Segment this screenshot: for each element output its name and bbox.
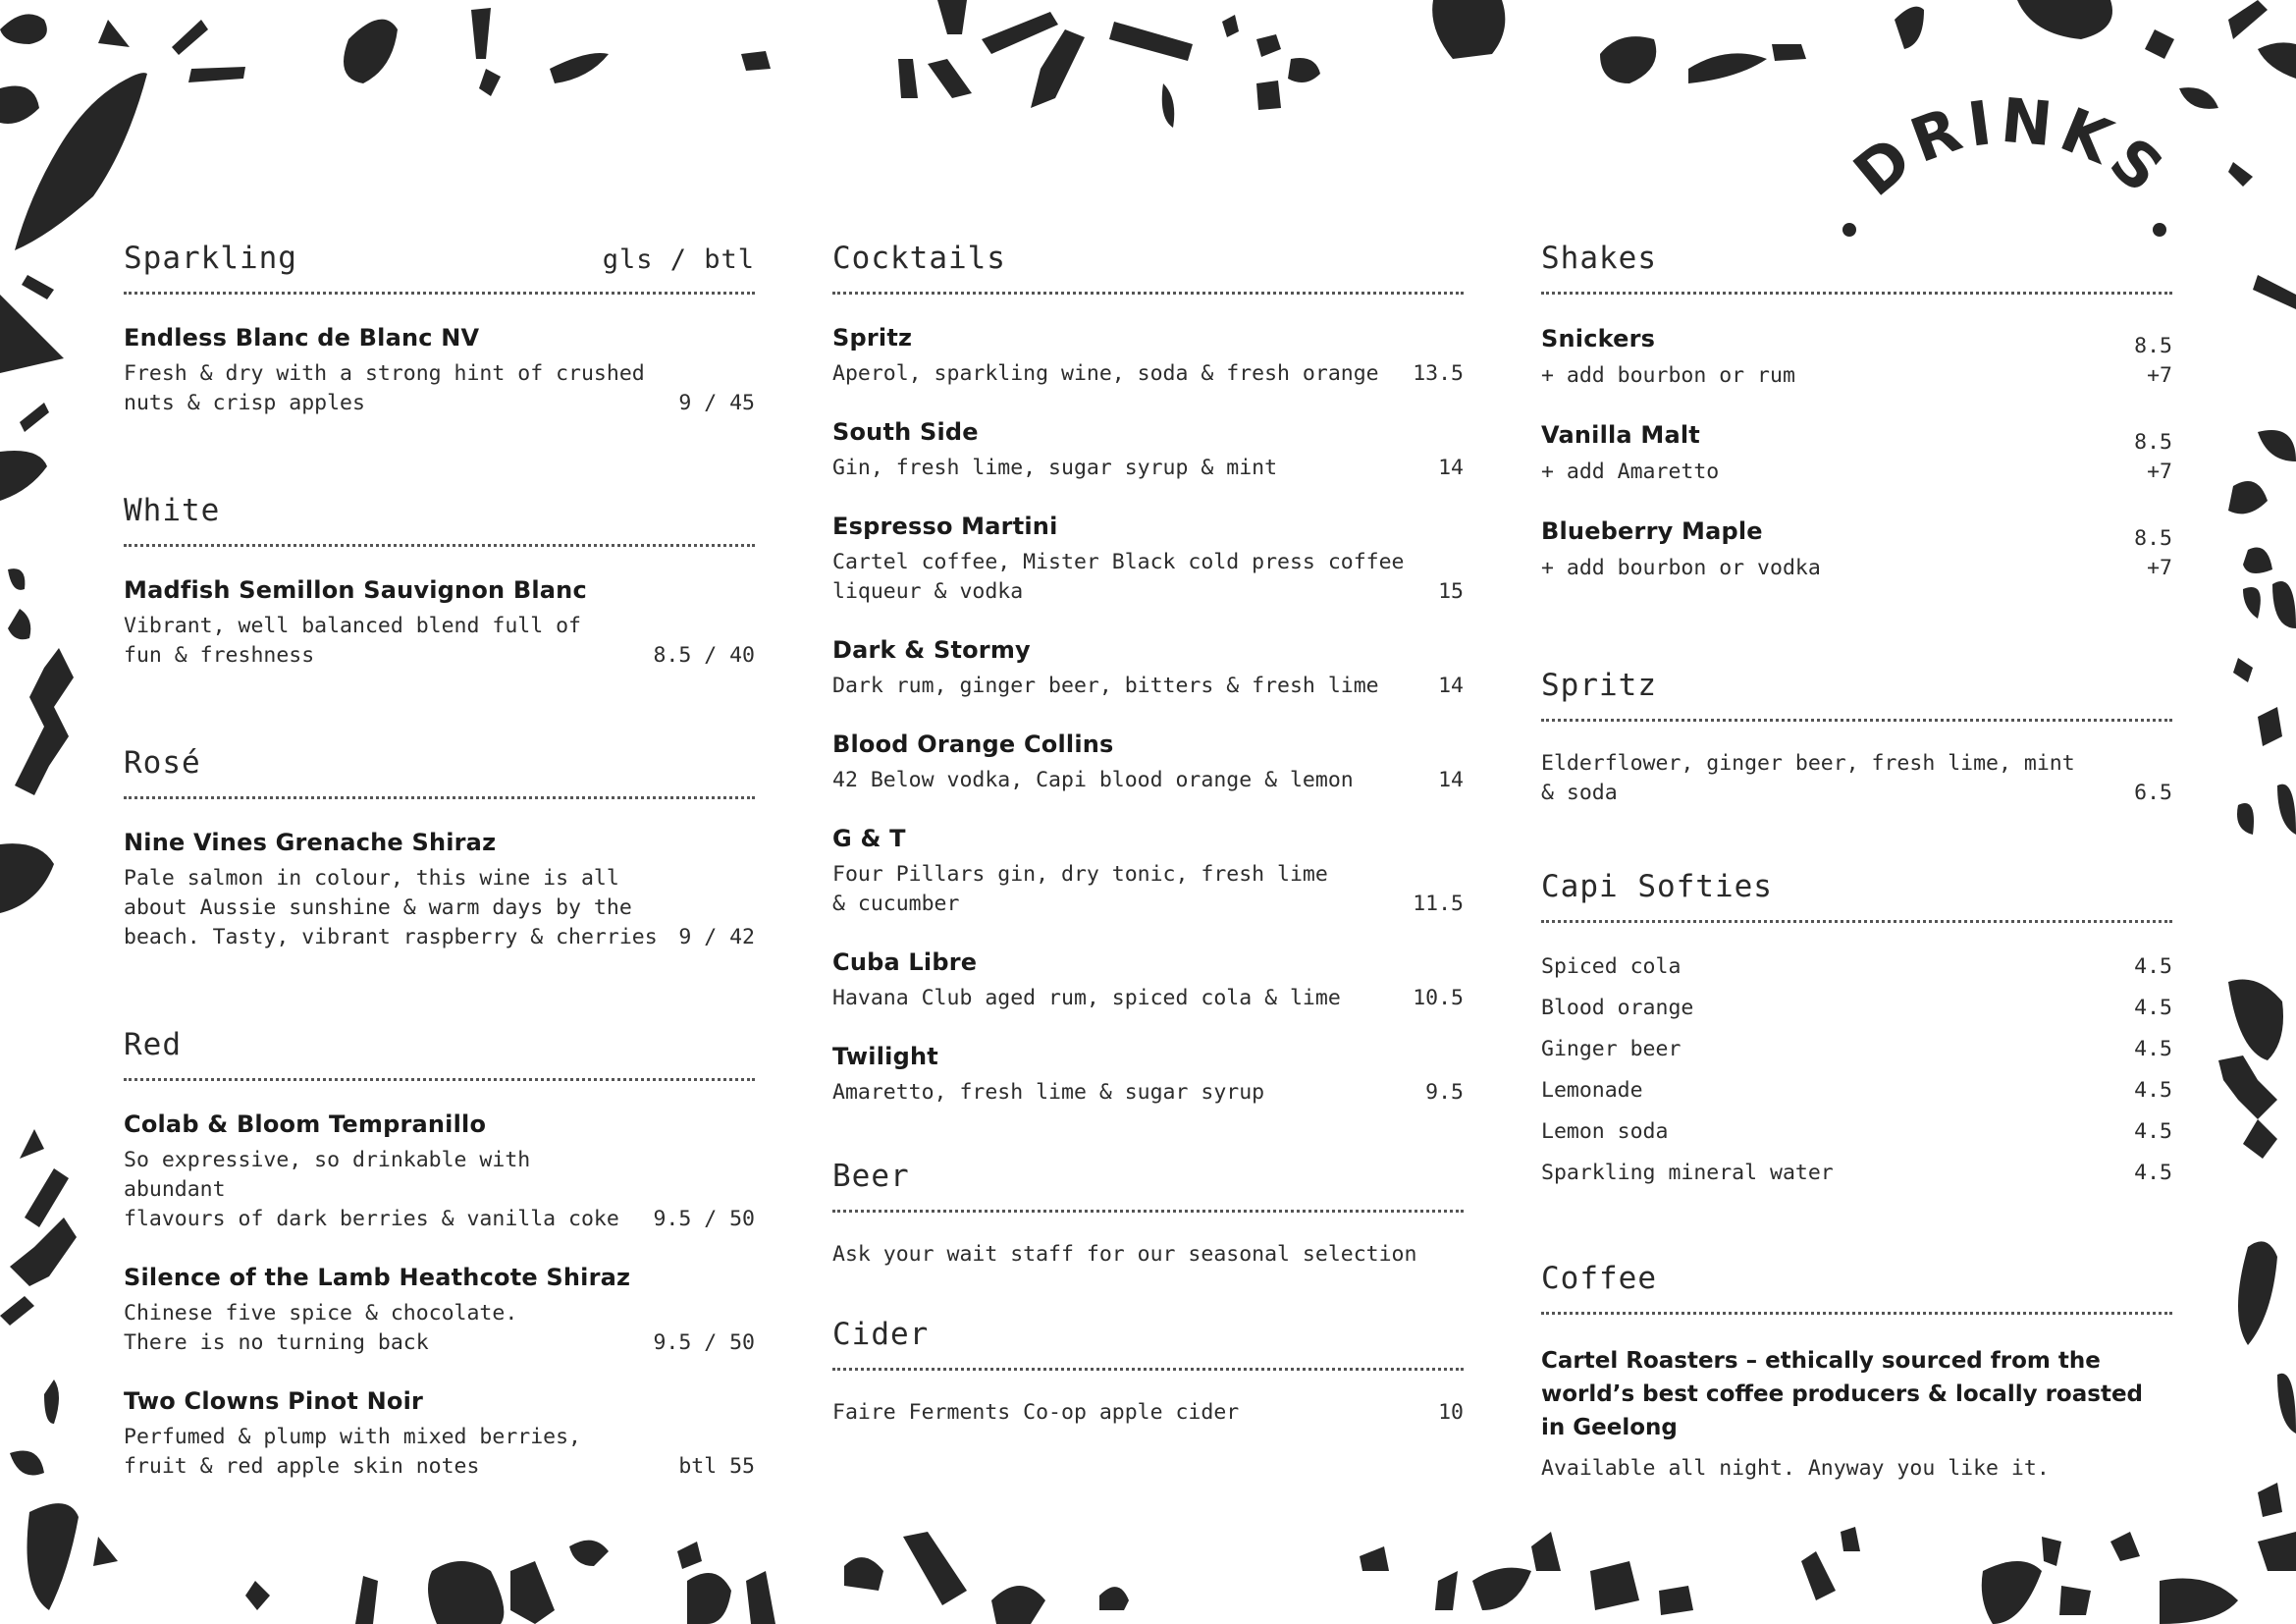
item-description: Perfumed & plump with mixed berries, fruit & red apple skin notes bbox=[124, 1425, 581, 1479]
item-addon: + add Amaretto bbox=[1541, 460, 1720, 484]
item-price: 9 / 42 bbox=[678, 925, 755, 949]
item-price: 9.5 / 50 bbox=[653, 1330, 755, 1355]
menu-item bbox=[832, 418, 1464, 483]
section-sparkling bbox=[124, 241, 755, 418]
menu-item bbox=[124, 1264, 755, 1358]
menu-item bbox=[1541, 324, 2172, 391]
section-title: Sparkling bbox=[124, 241, 297, 276]
section-title: Coffee bbox=[1541, 1261, 1657, 1296]
item-name: Madfish Semillon Sauvignon Blanc bbox=[124, 576, 587, 604]
item-name: Blood Orange Collins bbox=[832, 731, 1114, 758]
list-item bbox=[1541, 952, 2172, 982]
section-title: Cocktails bbox=[832, 241, 1006, 276]
item-name: Sparkling mineral water bbox=[1541, 1161, 1834, 1185]
menu-item bbox=[832, 636, 1464, 701]
addon-price: +7 bbox=[2147, 556, 2172, 580]
item-price: 4.5 bbox=[2134, 1161, 2172, 1185]
section-red bbox=[124, 1027, 755, 1482]
item-name: Two Clowns Pinot Noir bbox=[124, 1387, 424, 1415]
section-white bbox=[124, 493, 755, 671]
item-price: 8.5 / 40 bbox=[653, 643, 755, 668]
section-title: Beer bbox=[832, 1159, 910, 1194]
item-price: 4.5 bbox=[2134, 1078, 2172, 1103]
item-price: 4.5 bbox=[2134, 1037, 2172, 1061]
price-unit-label: gls / btl bbox=[602, 244, 755, 275]
item-name: Vanilla Malt bbox=[1541, 421, 1700, 449]
menu-item bbox=[832, 948, 1464, 1013]
item-addon: + add bourbon or rum bbox=[1541, 363, 1795, 388]
section-beer bbox=[832, 1159, 1464, 1270]
item-description: Aperol, sparkling wine, soda & fresh orange bbox=[832, 361, 1379, 386]
item-price: 8.5 bbox=[2134, 334, 2172, 358]
menu-item bbox=[832, 324, 1464, 389]
section-cider bbox=[832, 1317, 1464, 1428]
item-name: Cuba Libre bbox=[832, 948, 978, 976]
item-description: Pale salmon in colour, this wine is all about Aussie sunshine & warm days by the beach. Tasty, vibrant raspberry & cherries bbox=[124, 866, 658, 949]
item-description: Elderflower, ginger beer, fresh lime, mint & soda bbox=[1541, 751, 2075, 805]
item-description: So expressive, so drinkable with abundant flavours of dark berries & vanilla coke bbox=[124, 1148, 619, 1231]
column-shakes-softies-coffee bbox=[1541, 241, 2172, 1484]
item-addon: + add bourbon or vodka bbox=[1541, 556, 1821, 580]
section-shakes bbox=[1541, 241, 2172, 583]
item-price: 9.5 / 50 bbox=[653, 1207, 755, 1231]
section-capi-softies bbox=[1541, 869, 2172, 1188]
item-price: 4.5 bbox=[2134, 1119, 2172, 1144]
item-description: Vibrant, well balanced blend full of fun & freshness bbox=[124, 614, 581, 668]
list-item bbox=[1541, 1035, 2172, 1064]
item-price: 8.5 bbox=[2134, 526, 2172, 551]
coffee-note: Available all night. Anyway you like it. bbox=[1541, 1456, 2050, 1481]
item-name: Blueberry Maple bbox=[1541, 517, 1763, 545]
item-price: 14 bbox=[1438, 768, 1464, 792]
item-name: Endless Blanc de Blanc NV bbox=[124, 324, 480, 352]
menu-item bbox=[832, 825, 1464, 919]
section-title: Red bbox=[124, 1027, 182, 1062]
menu-item bbox=[832, 513, 1464, 607]
item-price: 4.5 bbox=[2134, 996, 2172, 1020]
item-price: 13.5 bbox=[1413, 361, 1464, 386]
item-name: Spritz bbox=[832, 324, 913, 352]
beer-text: Ask your wait staff for our seasonal selection bbox=[832, 1242, 1417, 1267]
menu-item bbox=[832, 731, 1464, 795]
item-description: Cartel coffee, Mister Black cold press coffee liqueur & vodka bbox=[832, 550, 1405, 604]
section-title: Shakes bbox=[1541, 241, 1657, 276]
item-name: Snickers bbox=[1541, 325, 1656, 352]
list-item bbox=[1541, 1159, 2172, 1188]
item-price: 15 bbox=[1438, 579, 1464, 604]
item-description: Gin, fresh lime, sugar syrup & mint bbox=[832, 456, 1278, 480]
section-title: Spritz bbox=[1541, 668, 1657, 703]
section-cocktails bbox=[832, 241, 1464, 1108]
item-name: Lemonade bbox=[1541, 1078, 1643, 1103]
item-name: Ginger beer bbox=[1541, 1037, 1682, 1061]
list-item bbox=[1541, 994, 2172, 1023]
item-price: 14 bbox=[1438, 456, 1464, 480]
item-description: Fresh & dry with a strong hint of crushed nuts & crisp apples bbox=[124, 361, 645, 415]
item-name: South Side bbox=[832, 418, 979, 446]
column-wines bbox=[124, 241, 755, 1511]
list-item bbox=[1541, 1117, 2172, 1147]
column-cocktails-beer-cider bbox=[832, 241, 1464, 1428]
item-price: 10 bbox=[1438, 1400, 1464, 1425]
section-title: Capi Softies bbox=[1541, 869, 1773, 904]
section-title: Cider bbox=[832, 1317, 930, 1352]
item-description: 42 Below vodka, Capi blood orange & lemon bbox=[832, 768, 1354, 792]
menu-item bbox=[124, 1387, 755, 1482]
section-coffee bbox=[1541, 1261, 2172, 1484]
menu-item bbox=[1541, 516, 2172, 583]
item-name: Dark & Stormy bbox=[832, 636, 1031, 664]
item-name: Spiced cola bbox=[1541, 954, 1682, 979]
item-name: Twilight bbox=[832, 1043, 938, 1070]
item-price: 9 / 45 bbox=[678, 391, 755, 415]
item-price: 8.5 bbox=[2134, 430, 2172, 455]
coffee-description: Cartel Roasters – ethically sourced from the world’s best coffee producers & locally roasted in Geelong bbox=[1541, 1348, 2144, 1440]
list-item bbox=[1541, 1076, 2172, 1106]
menu-item bbox=[124, 324, 755, 418]
menu-item bbox=[1541, 420, 2172, 487]
section-title: Rosé bbox=[124, 745, 201, 781]
item-description: Faire Ferments Co-op apple cider bbox=[832, 1400, 1240, 1425]
menu-item bbox=[832, 1043, 1464, 1108]
item-name: Silence of the Lamb Heathcote Shiraz bbox=[124, 1264, 631, 1291]
item-description: Amaretto, fresh lime & sugar syrup bbox=[832, 1080, 1265, 1105]
item-price: 10.5 bbox=[1413, 986, 1464, 1010]
item-price: 6.5 bbox=[2134, 781, 2172, 805]
item-price: 11.5 bbox=[1413, 892, 1464, 916]
item-price: 14 bbox=[1438, 674, 1464, 698]
item-description: Chinese five spice & chocolate. There is no turning back bbox=[124, 1301, 518, 1355]
item-description: Four Pillars gin, dry tonic, fresh lime & cucumber bbox=[832, 862, 1328, 916]
item-price: 9.5 bbox=[1425, 1080, 1464, 1105]
item-price: btl 55 bbox=[678, 1454, 755, 1479]
section-title: White bbox=[124, 493, 221, 528]
svg-text:DRINKS: DRINKS bbox=[1840, 88, 2181, 211]
item-name: Lemon soda bbox=[1541, 1119, 1669, 1144]
item-name: Nine Vines Grenache Shiraz bbox=[124, 829, 497, 856]
menu-item bbox=[124, 1110, 755, 1234]
section-spritz bbox=[1541, 668, 2172, 808]
item-price: 4.5 bbox=[2134, 954, 2172, 979]
item-name: Blood orange bbox=[1541, 996, 1694, 1020]
addon-price: +7 bbox=[2147, 460, 2172, 484]
section-rose bbox=[124, 745, 755, 952]
item-name: Espresso Martini bbox=[832, 513, 1058, 540]
menu-item bbox=[124, 829, 755, 952]
item-name: G & T bbox=[832, 825, 906, 852]
drinks-logo bbox=[1834, 88, 2187, 245]
item-description: Dark rum, ginger beer, bitters & fresh lime bbox=[832, 674, 1379, 698]
item-description: Havana Club aged rum, spiced cola & lime bbox=[832, 986, 1341, 1010]
item-name: Colab & Bloom Tempranillo bbox=[124, 1110, 487, 1138]
addon-price: +7 bbox=[2147, 363, 2172, 388]
menu-item bbox=[124, 576, 755, 671]
